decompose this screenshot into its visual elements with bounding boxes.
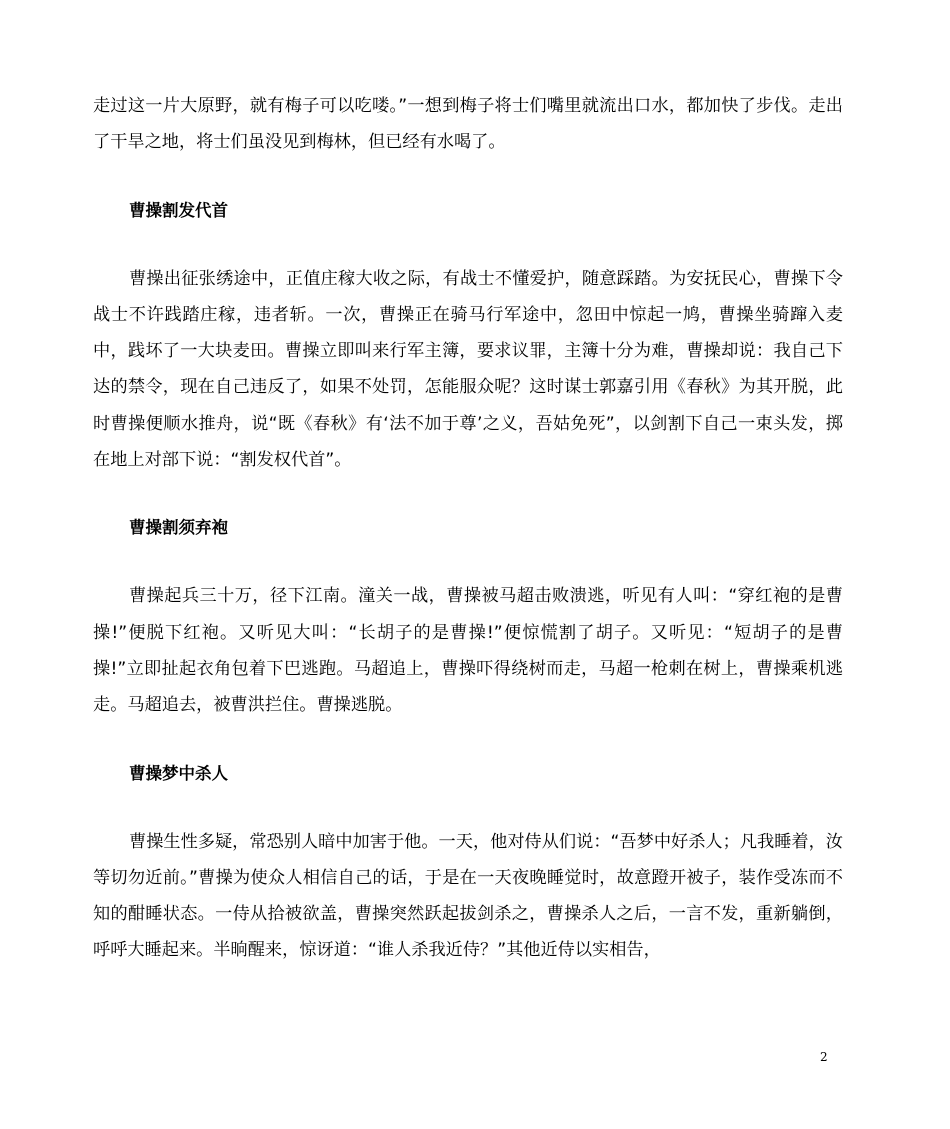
spacer xyxy=(93,787,843,824)
page-number: 2 xyxy=(820,1050,828,1064)
document-page xyxy=(93,88,843,969)
section-body-beard: 曹操起兵三十万，径下江南。潼关一战，曹操被马超击败溃逃，听见有人叫：“穿红袍的是曹操!”便脱下红袍。又听见大叫：“长胡子的是曹操!”便惊慌割了胡子。又听见：“短胡子的是曹操!”立即扯起衣角包着下巴逃跑。马超追上，曹操吓得绕树而走，马超一枪刺在树上，曹操乘机逃走。马超追去，被曹洪拦住。曹操逃脱。 xyxy=(93,586,843,716)
spacer xyxy=(93,224,843,261)
section-body-hair: 曹操出征张绣途中，正值庄稼大收之际，有战士不懂爱护，随意踩踏。为安抚民心，曹操下令战士不许践踏庄稼，违者斩。一次，曹操正在骑马行军途中，忽田中惊起一鸠，曹操坐骑蹿入麦中，践坏了一大块麦田。曹操立即叫来行军主簿，要求议罪，主簿十分为难，曹操却说：我自己下达的禁令，现在自己违反了，如果不处罚，怎能服众呢？这时谋士郭嘉引用《春秋》为其开脱，此时曹操便顺水推舟，说“既《春秋》有‘法不加于尊’之义，吾姑免死”，以剑割下自己一束头发，掷在地上对部下说：“割发权代首”。 xyxy=(93,268,843,471)
spacer xyxy=(93,724,843,761)
section-heading-beard: 曹操割须弃袍 xyxy=(129,518,228,538)
section-heading-dream: 曹操梦中杀人 xyxy=(129,763,228,783)
intro-paragraph: 走过这一片大原野，就有梅子可以吃喽。”一想到梅子将士们嘴里就流出口水，都加快了步伐。走出了干旱之地，将士们虽没见到梅林，但已经有水喝了。 xyxy=(93,96,843,153)
section-heading-hair: 曹操割发代首 xyxy=(129,200,228,220)
spacer xyxy=(93,161,843,198)
section-body-dream: 曹操生性多疑，常恐别人暗中加害于他。一天，他对侍从们说：“吾梦中好杀人；凡我睡着，汝等切勿近前。”曹操为使众人相信自己的话，于是在一天夜晚睡觉时，故意蹬开被子，装作受冻而不知的酣睡状态。一侍从拾被欲盖，曹操突然跃起拔剑杀之，曹操杀人之后，一言不发，重新躺倒，呼呼大睡起来。半晌醒来，惊讶道：“谁人杀我近侍？”其他近侍以实相告， xyxy=(93,831,843,961)
spacer xyxy=(93,541,843,578)
spacer xyxy=(93,478,843,515)
